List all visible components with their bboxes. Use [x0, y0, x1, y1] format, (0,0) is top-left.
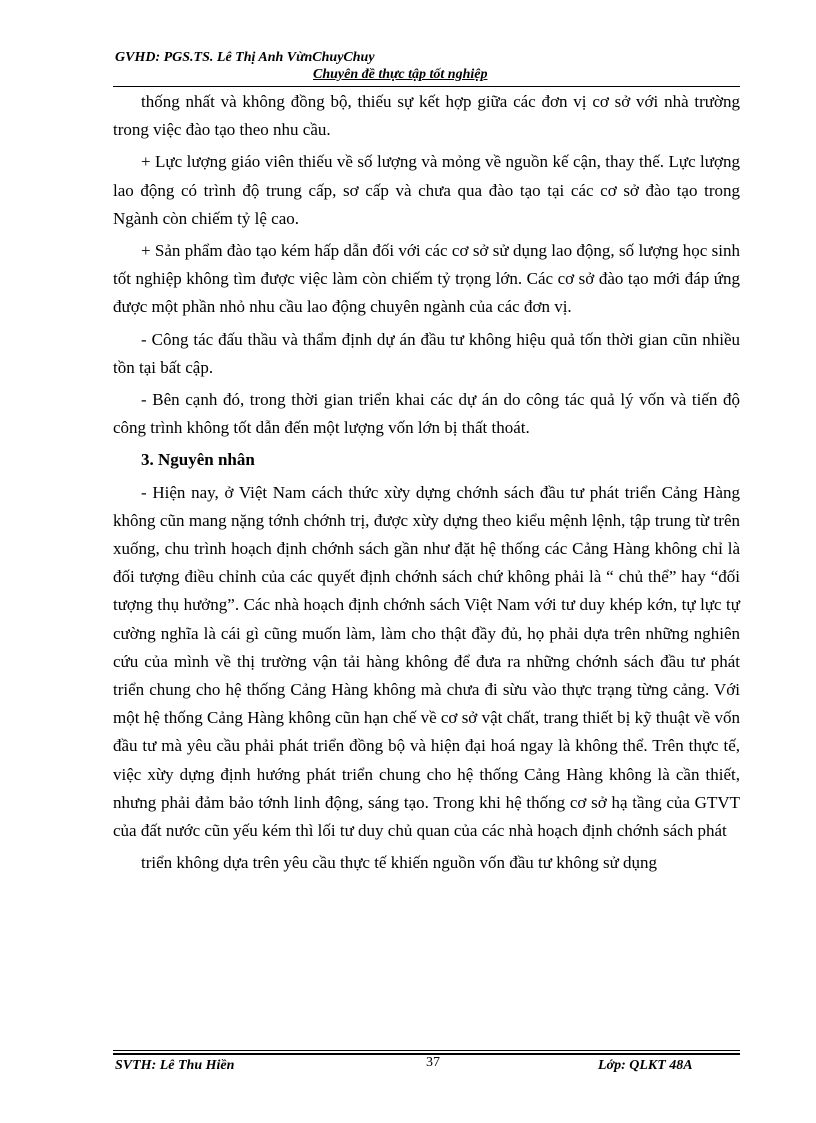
section-heading: 3. Nguyên nhân [141, 450, 255, 470]
footer-divider-thin [113, 1050, 740, 1051]
paragraph-3: + Sản phẩm đào tạo kém hấp dẫn đối với các cơ sở sử dụng lao động, số lượng học sinh tốt nghiệp không tìm được việc làm còn chiếm tỷ trọng lớn. Các cơ sở đào tạo mới đáp ứng được một phần nhỏ nhu cầu lao động chuyên ngành của các đơn vị. [113, 241, 740, 317]
paragraph-1: thống nhất và không đồng bộ, thiếu sự kết hợp giữa các đơn vị cơ sở với nhà trường trong việc đào tạo theo nhu cầu. [113, 92, 740, 140]
page-number: 37 [426, 1055, 440, 1070]
header-supervisor: GVHD: PGS.TS. Lê Thị Anh VừnChuyChuy [115, 50, 375, 65]
paragraph-5: - Bên cạnh đó, trong thời gian triển khai các dự án do công tác quả lý vốn và tiến độ công trình không tốt dẫn đến một lượng vốn lớn bị thất thoát. [113, 390, 740, 438]
paragraph-7: triển không dựa trên yêu cầu thực tế khiến nguồn vốn đầu tư không sử dụng [141, 853, 658, 873]
paragraph-2: + Lực lượng giáo viên thiếu về số lượng và mỏng về nguồn kế cận, thay thế. Lực lượng lao động có trình độ trung cấp, sơ cấp và chưa qua đào tạo tại các cơ sở đào tạo trong Ngành còn chiếm tỷ lệ cao. [113, 152, 740, 228]
header-divider [113, 86, 740, 87]
document-body [113, 88, 740, 881]
paragraph-6: - Hiện nay, ở Việt Nam cách thức xừy dựng chớnh sách đầu tư phát triển Cảng Hàng không cũn mang nặng tớnh chớnh trị, được xừy dựng theo kiểu mệnh lệnh, tập trung từ trên xuống, chu trình hoạch định chớnh sách gần như đặt hệ thống các Cảng Hàng không chỉ là đối tượng điều chỉnh của các quyết định chớnh sách chứ không phải là “ chủ thể” hay “đối tượng thụ hưởng”. Các nhà hoạch định chớnh sách Việt Nam với tư duy khép kớn, tự lực tự cường nghĩa là cái gì cũng muốn làm, làm cho thật đầy đủ, họ phải dựa trên những nghiên cứu của mình về thị trường vận tải hàng không để đưa ra những chớnh sách đầu tư phát triển chung cho hệ thống Cảng Hàng không mà chưa đi sừu vào thực trạng từng cảng. Với một hệ thống Cảng Hàng không cũn hạn chế về cơ sở vật chất, trang thiết bị kỹ thuật về vốn đầu tư mà yêu cầu phải phát triển đồng bộ và hiện đại hoá ngay là không thể. Trên thực tế, việc xừy dựng định hướng phát triển chung cho hệ thống Cảng Hàng không là cần thiết, nhưng phải đảm bảo tớnh linh động, sáng tạo. Trong khi hệ thống cơ sở hạ tầng của GTVT của đất nước cũn yếu kém thì lối tư duy chủ quan của các nhà hoạch định chớnh sách phát [113, 482, 740, 841]
footer-class: Lớp: QLKT 48A [598, 1058, 693, 1073]
paragraph-4: - Công tác đấu thầu và thẩm định dự án đầu tư không hiệu quả tốn thời gian cũn nhiều tồn tại bất cập. [113, 329, 740, 377]
header-report-title: Chuyên đề thực tập tốt nghiệp [313, 67, 488, 82]
footer-student: SVTH: Lê Thu Hiền [115, 1058, 235, 1073]
